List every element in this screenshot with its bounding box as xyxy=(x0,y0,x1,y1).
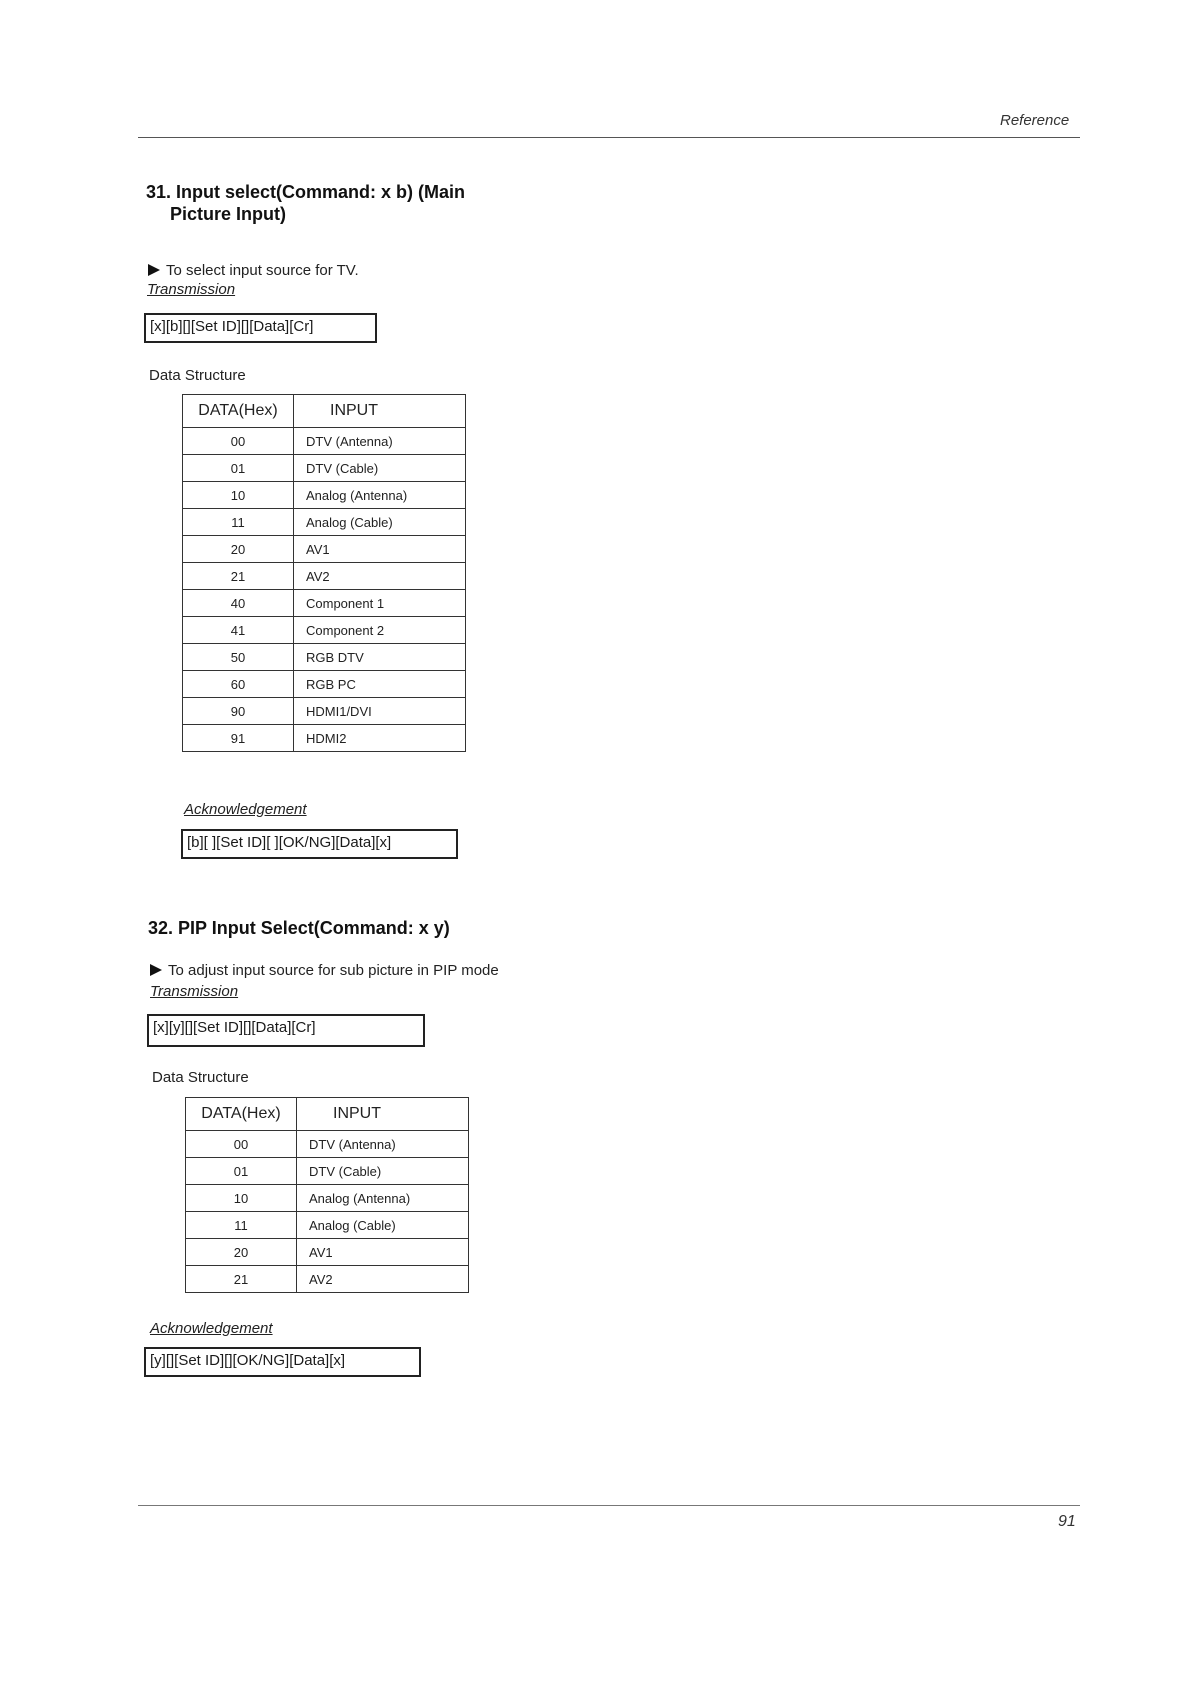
input-cell: DTV (Antenna) xyxy=(297,1131,469,1158)
table-row xyxy=(183,644,466,671)
input-cell: Analog (Antenna) xyxy=(294,482,466,509)
hex-cell: 40 xyxy=(183,590,294,617)
hex-cell: 10 xyxy=(186,1185,297,1212)
input-cell: AV2 xyxy=(294,563,466,590)
table-header-input: INPUT xyxy=(297,1098,469,1131)
page-number: 91 xyxy=(1058,1513,1076,1530)
hex-cell: 21 xyxy=(186,1266,297,1293)
hex-cell: 11 xyxy=(183,509,294,536)
hex-cell: 20 xyxy=(183,536,294,563)
table-row xyxy=(183,482,466,509)
section-31-bullet-text: To select input source for TV. xyxy=(166,262,359,279)
triangle-bullet-icon xyxy=(148,264,160,276)
hex-cell: 01 xyxy=(186,1158,297,1185)
hex-cell: 10 xyxy=(183,482,294,509)
input-cell: RGB PC xyxy=(294,671,466,698)
section-32-title xyxy=(148,917,450,939)
hex-cell: 21 xyxy=(183,563,294,590)
input-cell: DTV (Cable) xyxy=(297,1158,469,1185)
table-row xyxy=(186,1185,469,1212)
section-31-transmission-label: Transmission xyxy=(147,281,236,298)
input-cell: Component 2 xyxy=(294,617,466,644)
section-31-acknowledgement-code: [b][ ][Set ID][ ][OK/NG][Data][x] xyxy=(181,829,458,859)
header-title: Reference xyxy=(1000,112,1070,129)
section-32-bullet-text: To adjust input source for sub picture in PIP mode xyxy=(168,962,499,979)
hex-cell: 00 xyxy=(183,428,294,455)
table-row xyxy=(183,536,466,563)
section-32-transmission-code: [x][y][][Set ID][][Data][Cr] xyxy=(147,1014,425,1047)
table-row xyxy=(183,455,466,482)
input-cell: AV1 xyxy=(297,1239,469,1266)
section-31-transmission-code: [x][b][][Set ID][][Data][Cr] xyxy=(144,313,377,343)
table-row xyxy=(183,509,466,536)
hex-cell: 20 xyxy=(186,1239,297,1266)
section-32-acknowledgement-code: [y][][Set ID][][OK/NG][Data][x] xyxy=(144,1347,421,1377)
table-row xyxy=(186,1212,469,1239)
table-header-row xyxy=(186,1098,469,1131)
table-row xyxy=(183,428,466,455)
hex-cell: 50 xyxy=(183,644,294,671)
input-cell: Analog (Cable) xyxy=(294,509,466,536)
input-cell: DTV (Cable) xyxy=(294,455,466,482)
table-header-input: INPUT xyxy=(294,395,466,428)
input-cell: HDMI1/DVI xyxy=(294,698,466,725)
hex-cell: 41 xyxy=(183,617,294,644)
input-cell: RGB DTV xyxy=(294,644,466,671)
input-cell: Analog (Cable) xyxy=(297,1212,469,1239)
table-row xyxy=(183,671,466,698)
table-row xyxy=(183,590,466,617)
hex-cell: 01 xyxy=(183,455,294,482)
input-cell: Component 1 xyxy=(294,590,466,617)
section-31-title xyxy=(146,181,465,225)
table-row xyxy=(183,725,466,752)
section-31-title-line1: 31. Input select(Command: x b) (Main xyxy=(146,182,466,202)
input-cell: AV1 xyxy=(294,536,466,563)
input-cell: DTV (Antenna) xyxy=(294,428,466,455)
footer-rule xyxy=(138,1505,1080,1506)
hex-cell: 00 xyxy=(186,1131,297,1158)
section-31-data-table xyxy=(182,394,466,752)
section-32-title-line1: 32. PIP Input Select(Command: x y) xyxy=(148,918,450,938)
triangle-bullet-icon xyxy=(150,964,162,976)
table-row xyxy=(183,563,466,590)
section-31-acknowledgement-label: Acknowledgement xyxy=(184,801,307,818)
hex-cell: 90 xyxy=(183,698,294,725)
input-cell: Analog (Antenna) xyxy=(297,1185,469,1212)
section-31-data-structure-label: Data Structure xyxy=(149,367,246,384)
table-header-hex: DATA(Hex) xyxy=(186,1098,297,1131)
section-31-title-line2: Picture Input) xyxy=(170,204,286,224)
table-row xyxy=(183,698,466,725)
hex-cell: 91 xyxy=(183,725,294,752)
section-32-data-structure-label: Data Structure xyxy=(152,1069,249,1086)
section-32-data-table xyxy=(185,1097,469,1293)
hex-cell: 60 xyxy=(183,671,294,698)
section-32-acknowledgement-label: Acknowledgement xyxy=(150,1320,273,1337)
table-row xyxy=(186,1239,469,1266)
hex-cell: 11 xyxy=(186,1212,297,1239)
section-31-bullet xyxy=(148,262,359,279)
table-row xyxy=(186,1266,469,1293)
header-rule xyxy=(138,137,1080,138)
input-cell: HDMI2 xyxy=(294,725,466,752)
table-row xyxy=(186,1158,469,1185)
table-header-hex: DATA(Hex) xyxy=(183,395,294,428)
input-cell: AV2 xyxy=(297,1266,469,1293)
section-32-transmission-label: Transmission xyxy=(150,983,239,1000)
table-row xyxy=(186,1131,469,1158)
section-32-bullet xyxy=(150,962,499,979)
table-header-row xyxy=(183,395,466,428)
table-row xyxy=(183,617,466,644)
